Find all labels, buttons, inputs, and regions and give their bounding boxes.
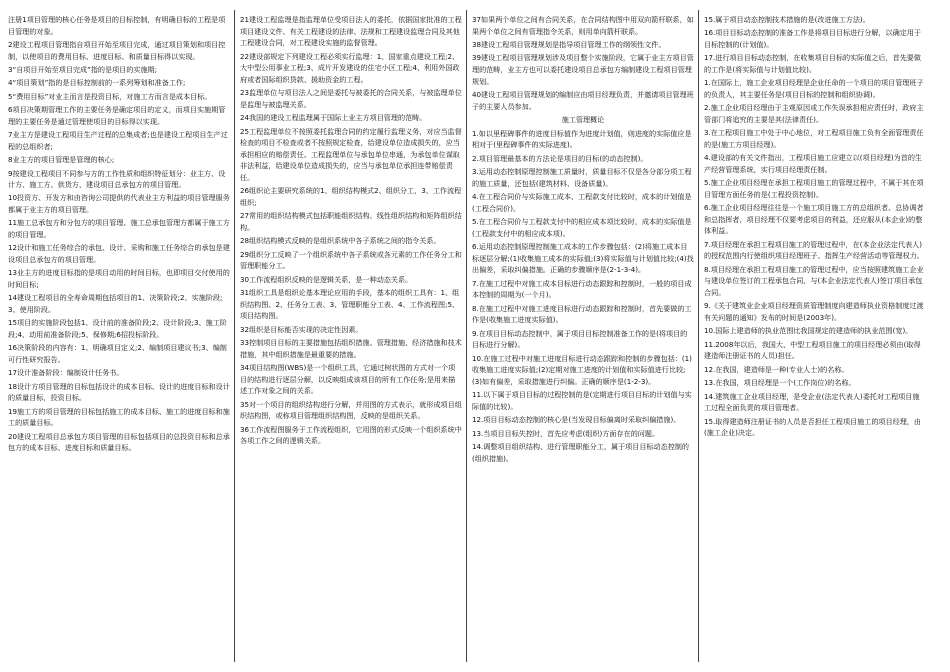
paragraph: 16决策阶段的内容有：1、明确项目定义;2、编制项目建议书;3、编制可行性研究报告。: [8, 343, 227, 364]
column-1: [8, 14, 230, 664]
paragraph: 37如果两个单位之间有合同关系，在合同结构图中用双向箭杆联系，如果两个单位之间有管理指令关系，则用单向箭杆联系。: [472, 15, 694, 36]
paragraph: 16.项目目标动态控制的准备工作是将项目目标进行分解，以确定用于目标控制的(计划值)。: [704, 28, 921, 49]
column-3-list-2: [472, 128, 694, 464]
paragraph: 9按建设工程项目不同参与方的工作性质和组织特征划分：业主方、设计方、施工方、供货方、建设项目总承包方的项目管理。: [8, 168, 226, 190]
column-divider: [698, 10, 699, 662]
column-1-list: [8, 14, 230, 454]
paragraph: 13.在我国，项目经理是一个(工作岗位)的名称。: [704, 378, 856, 388]
paragraph: 12.项目目标动态控制的核心是(当发现目标偏离时采取纠偏措施)。: [472, 415, 681, 425]
paragraph: 11施工总承包方和分包方的项目管理、施工总承包管理方都属于施工方的项目管理。: [8, 218, 230, 240]
paragraph: 3.在工程项目施工中处于中心地位，对工程项目施工负有全面管理责任的是(施工方项目经理)。: [704, 128, 924, 149]
paragraph: 17设计准备阶段：编制设计任务书。: [8, 368, 124, 378]
paragraph: 4.在工程合同价与实际施工成本、工程款支付比较时，成本的计划值是(工程合同价)。: [472, 192, 692, 213]
paragraph: 36工作流程图服务于工作流程组织，它用图的形式反映一个组织系统中各项工作之间的逻辑关系。: [240, 424, 462, 446]
paragraph: 2.施工企业项目经理由于主观原因或工作失误承担相应责任时，政府主管部门将追究的主要是其(法律责任)。: [704, 103, 924, 124]
column-2: [240, 14, 462, 664]
paragraph: 2.项目管理最基本的方法论是项目的目标(的动态控制)。: [472, 153, 648, 163]
paragraph: 4.建设部的有关文件指出，工程项目施工应建立以(项目经理)为首的生产经营管理系统，实行项目经理责任制。: [704, 153, 923, 174]
paragraph: 11.以下属于项目目标的过程控制的是(定期进行项目目标的计划值与实际值的比较)。: [472, 390, 692, 411]
paragraph: 10投资方、开发方和由咨询公司提供的代表业主方利益的项目管理服务都属于业主方的项目管理。: [8, 193, 230, 215]
paragraph: 5.在工程合同价与工程款支付中的相应成本项比较时，成本的实际值是(工程款支付中的相应成本项)。: [472, 217, 692, 238]
paragraph: 17.进行项目目标动态控制，在收集项目目标的实际值之后，首先要做的工作是(将实际值与计划值比较)。: [704, 53, 921, 74]
paragraph: 25工程监理单位不按照委托监理合同的约定履行监理义务，对应当监督检查的项目不检查或者不按照规定检查，给建设单位造成损失的，应当承担相应的赔偿责任。工程监理单位与承包单位串通，为承包单位谋取非法利益，给建设单位造成损失的，应当与承包单位承担连带赔偿责任。: [240, 126, 462, 182]
paragraph: 14建设工程项目的全寿命周期包括项目的1、决策阶段;2、实施阶段;3、使用阶段。: [8, 293, 223, 315]
paragraph: 26组织论主要研究系统的1、组织结构模式2、组织分工，3、工作流程组织;: [240, 186, 462, 207]
paragraph: 6.运用动态控制原理控制施工成本的工作步骤包括：(2)将施工成本目标逐层分解;(1)收集施工成本的实际值;(3)将实际值与计划值比较;(4)找出偏差，采取纠偏措施。正确的步骤顺序是(2-1-3-4)。: [472, 242, 694, 275]
paragraph: 5“费用目标”对业主而言是投资目标，对施工方而言是成本目标。: [8, 91, 212, 101]
paragraph: 8.在施工过程中对施工进度目标进行动态跟踪和控制时，首先要做的工作是(收集施工进度实际值)。: [472, 303, 692, 325]
paragraph: 12.在我国，建造师是一种(专业人士)的名称。: [704, 364, 849, 374]
paragraph: 13业主方的进度目标指的是项目动用的时间目标，也即项目交付使用的时间目标;: [8, 268, 230, 290]
column-divider: [466, 10, 467, 662]
paragraph: 32组织是目标能否实现的决定性因素。: [240, 324, 363, 334]
paragraph: 14.调整项目组织结构、进行管理职能分工，属于项目目标动态控制的(组织措施)。: [472, 441, 689, 463]
paragraph: 19施工方的项目管理的目标包括施工的成本目标、施工的进度目标和施工的质量目标。: [8, 406, 230, 428]
paragraph: 3.运用动态控制原理控制施工质量时，质量目标不仅是各分部分项工程的施工质量，还包括(建筑材料、设备质量)。: [472, 167, 692, 188]
paragraph: 40建设工程项目管理规划的编制应由项目经理负责，并邀请项目管理班子的主要人员参加。: [472, 89, 694, 111]
column-3: [472, 14, 694, 664]
paragraph: 2建设工程项目管理指自项目开始至项目完成，通过项目策划和项目控制，以使项目的费用目标、进度目标、和质量目标得以实现。: [8, 39, 226, 61]
paragraph: 15.取得建造师注册证书的人员是否担任工程项目施工的项目经理，由(施工企业)决定。: [704, 416, 921, 438]
column-4: [704, 14, 926, 664]
paragraph: 7业主方是建设工程项目生产过程的总集成者;也是建设工程项目生产过程的总组织者;: [8, 130, 228, 151]
paragraph: 10.国际上建造师的执业范围比我国规定的建造师的执业范围(宽)。: [704, 326, 913, 336]
paragraph: 8.项目经理在承担工程项目施工的管理过程中，应当按照建筑施工企业与建设单位签订的工程承包合同，与(本企业法定代表人)签订项目承包合同。: [704, 264, 924, 298]
paragraph: 注册1项目管理的核心任务是项目的目标控制，有明确目标的工程是项目管理的对象。: [8, 15, 226, 36]
paragraph: 7.在施工过程中对施工成本目标进行动态跟踪和控制时，一般的项目成本控制的周期为(一个月)。: [472, 278, 692, 300]
paragraph: 10.在施工过程中对施工进度目标进行动态跟踪和控制的步骤包括：(1)收集施工进度实际值;(2)定期对施工进度的计划值和实际值进行比较;(3)如有偏差，采取措施进行纠偏。正确的顺序是(1-2-3)。: [472, 353, 692, 386]
paragraph: 24我国的建设工程监理属于国际上业主方项目管理的范畴。: [240, 113, 427, 123]
paragraph: 11.2008年以后，我国大、中型工程项目施工的项目经理必须由(取得建造师注册证书的人员)担任。: [704, 339, 921, 361]
paragraph: 14.建筑施工企业项目经理，是受企业(法定代表人)委托对工程项目施工过程全面负责的项目管理者。: [704, 391, 920, 413]
paragraph: 34项目结构图(WBS)是一个组织工具，它通过树状图的方式对一个项目的结构进行逐层分解，以反映组成该项目的所有工作任务;是用来描述工作对象之间的关系。: [240, 362, 456, 396]
paragraph: 15.属于项目动态控制技术措施的是(改进施工方法)。: [704, 15, 870, 24]
section-heading: 施工管理概论: [561, 115, 605, 125]
paragraph: 15项目的实施阶段包括1、设计前的准备阶段;2、设计阶段;3、施工阶段;4、动用前准备阶段;5、保修期;6招投标阶段。: [8, 318, 227, 339]
paragraph: 22建设部规定下列建设工程必须实行监理：1、国家重点建设工程;2、大中型公用事业工程;3、成片开发建设的住宅小区工程;4、利用外国政府或者国际组织贷款、援助资金的工程。: [240, 51, 460, 84]
paragraph: 1.在国际上，施工企业项目经理是企业任命的一个项目的项目管理班子的负责人，其主要任务是(项目目标的控制和组织协调)。: [704, 78, 924, 99]
paragraph: 35对一个项目的组织结构进行分解，并用图的方式表示，就形成项目组织结构图，或称项目管理组织结构图，反映的是组织关系。: [240, 399, 462, 421]
paragraph: 8业主方的项目管理是管理的核心;: [8, 155, 115, 165]
column-divider: [234, 10, 235, 662]
paragraph: 27常用的组织结构模式包括职能组织结构、线性组织结构和矩阵组织结构。: [240, 211, 462, 232]
paragraph: 13.当项目目标失控时，首先应考虑(组织)方面存在的问题。: [472, 428, 660, 438]
paragraph: 20建设工程项目总承包方项目管理的目标包括项目的总投资目标和总承包方的成本目标、进度目标和质量目标。: [8, 431, 230, 453]
paragraph: 5.施工企业项目经理在承担工程项目施工的管理过程中，不属于其在项目管理方面任务的是(工程投资控制)。: [704, 178, 924, 199]
paragraph: 31组织工具是组织论基本理论应用的手段，基本的组织工具有：1、组织结构图、2、任务分工表、3、管理职能分工表、4、工作流程图;5、项目结构图。: [240, 288, 460, 321]
paragraph: 1.如以里程碑事件的进度目标值作为进度计划值，则进度的实际值应是相对于(里程碑事件的实际进度)。: [472, 128, 692, 150]
paragraph: 7.项目经理在承担工程项目施工的管理过程中，在(本企业法定代表人)的授权范围内行使组织项目经理班子、指挥生产经营活动等管理权力。: [704, 239, 924, 261]
column-3-list: [472, 14, 694, 112]
paragraph: 4“项目策划”指的是目标控制前的一系列筹划和准备工作;: [8, 78, 186, 88]
paragraph: 9.在项目目标动态控制中，属于项目目标控制准备工作的是(将项目的目标进行分解)。: [472, 328, 688, 350]
paragraph: 6项目决策期管理工作的主要任务是确定项目的定义，而项目实施期管理的主要任务是通过管理使项目的目标得以实现。: [8, 105, 226, 126]
column-2-list: [240, 14, 462, 447]
paragraph: 18设计方项目管理的目标包括设计的成本目标、设计的进度目标和设计的质量目标，投资目标。: [8, 381, 230, 403]
paragraph: 3“自项目开始至项目完成”指的是项目的实施期;: [8, 64, 158, 74]
paragraph: 29组织分工反映了一个组织系统中各子系统或各元素的工作任务分工和管理职能分工。: [240, 249, 462, 271]
paragraph: 33控制项目目标的主要措施包括组织措施、管理措施、经济措施和技术措施，其中组织措施是最重要的措施。: [240, 338, 462, 359]
paragraph: 39建设工程项目管理规划涉及项目整个实施阶段，它属于业主方项目管理的范畴，业主方也可以委托建设项目总承包方编制建设工程项目管理规划。: [472, 53, 694, 86]
paragraph: 21建设工程监理是指监理单位受项目法人的委托，依据国家批准的工程项目建设文件、有关工程建设的法律、法规和工程建设监理合同及其他工程建设合同，对工程建设实施的监督管理。: [240, 15, 462, 48]
paragraph: 9.《关于建筑业企业项目经理资质管理制度向建造师执业资格制度过渡有关问题的通知》发布的时间是(2003年)。: [704, 301, 924, 323]
column-4-list: [704, 14, 926, 439]
paragraph: 30工作流程组织反映的是逻辑关系，是一种动态关系。: [240, 274, 413, 284]
paragraph: 12设计和施工任务综合的承包、设计、采购和施工任务综合的承包是建设项目总承包方的项目管理。: [8, 243, 230, 265]
paragraph: 38建设工程项目管理规划是指导项目管理工作的纲领性文件。: [472, 39, 666, 49]
paragraph: 28组织结构模式反映的是组织系统中各子系统之间的指令关系。: [240, 236, 441, 246]
paragraph: 23监理单位与项目法人之间是委托与被委托的合同关系，与被监理单位是监理与被监理关系。: [240, 88, 462, 109]
paragraph: 6.施工企业项目经理往往是一个施工项目施工方的总组织者、总协调者和总指挥者，项目经理不仅要考虑项目的利益，还应服从(本企业)的整体利益。: [704, 203, 924, 236]
